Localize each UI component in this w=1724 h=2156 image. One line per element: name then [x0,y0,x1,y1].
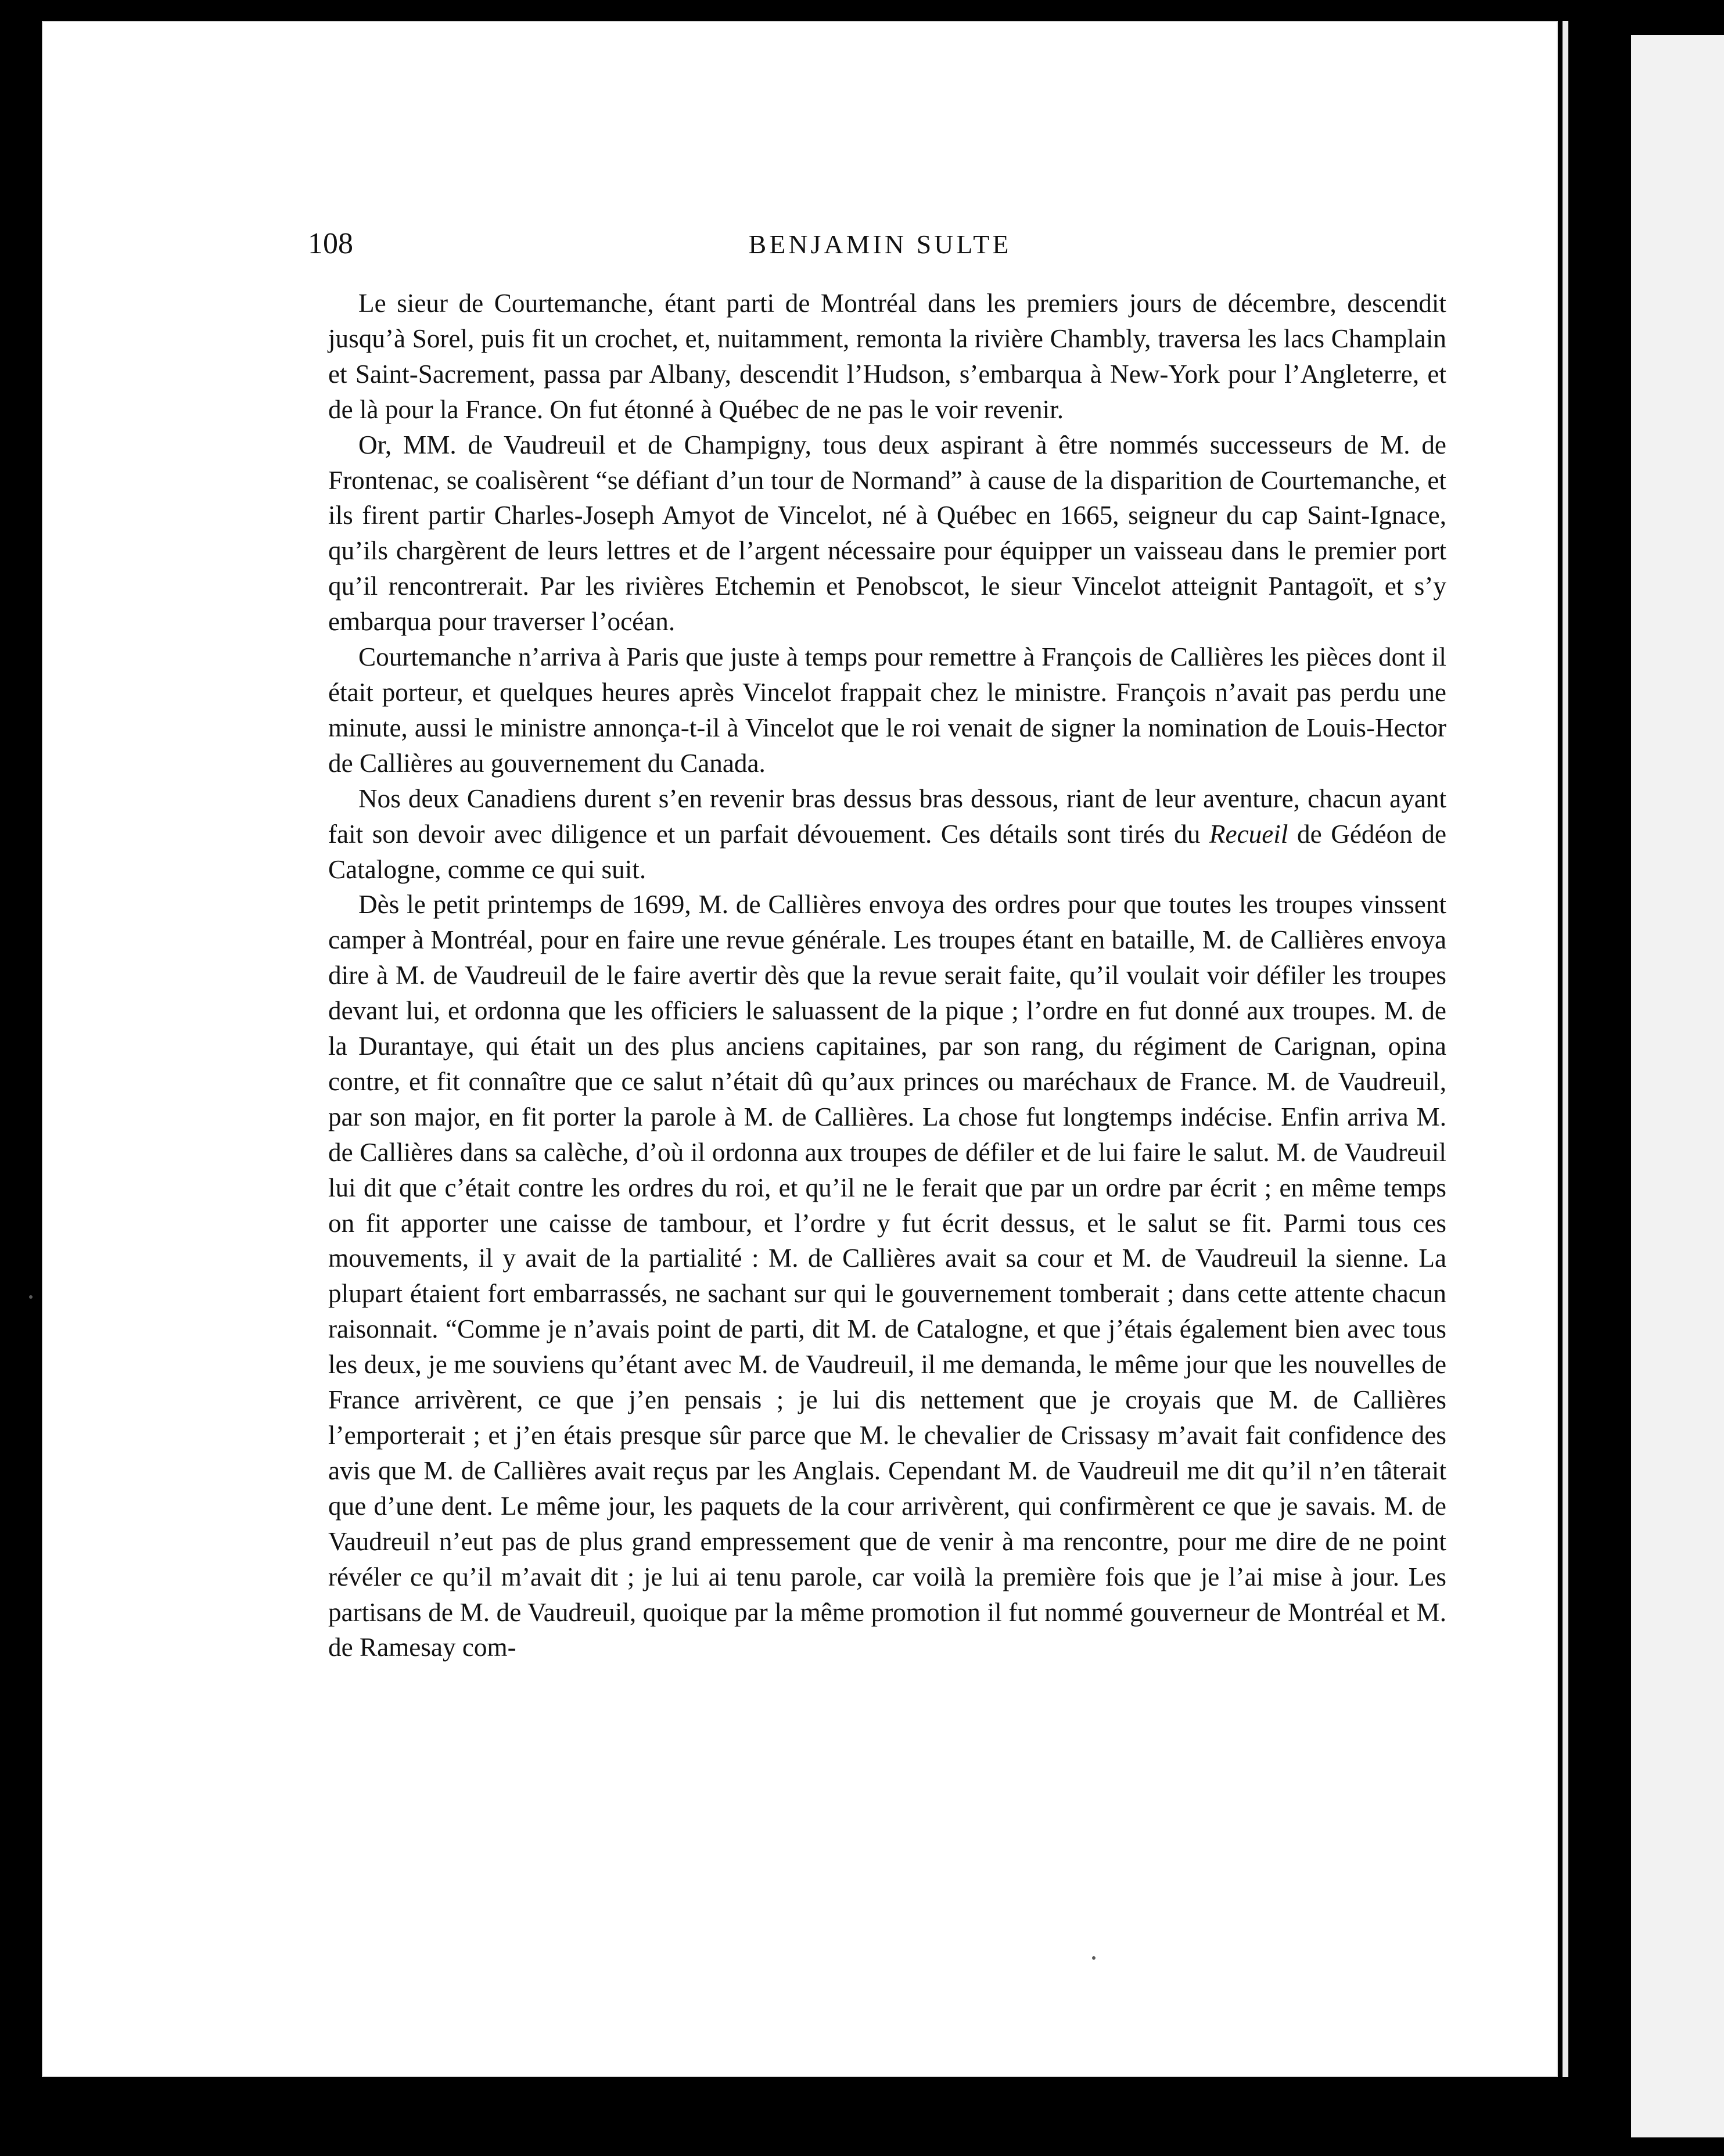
paragraph: Le sieur de Courtemanche, étant parti de Montréal dans les premiers jours de décembre, descendit jusqu’à Sorel, puis fit un crochet, et, nuitamment, remonta la rivière Chambly, traversa les lacs Champlain et Saint-Sacrement, passa par Albany, descendit l’Hudson, s’embarqua à New-York pour l’Angleterre, et de là pour la France. On fut étonné à Québec de ne pas le voir revenir. [328,289,1446,424]
paragraph: Dès le petit printemps de 1699, M. de Callières envoya des ordres pour que toutes les troupes vinssent camper à Montréal, pour en faire une revue générale. Les troupes étant en bataille, M. de Callières envoya dire à M. de Vaudreuil de le faire avertir dès que la revue serait faite, qu’il voulait voir défiler les troupes devant lui, et ordonna que les officiers le saluassent de la pique ; l’ordre en fut donné aux troupes. M. de la Durantaye, qui était un des plus anciens capitaines, par son rang, du régiment de Carignan, opina contre, et fit connaître que ce salut n’était dû qu’aux princes ou maréchaux de France. M. de Vaudreuil, par son major, en fit porter la parole à M. de Callières. La chose fut longtemps indécise. Enfin arriva M. de Callières dans sa calèche, d’où il ordonna aux troupes de défiler et de lui faire le salut. M. de Vaudreuil lui dit que c’était contre les ordres du roi, et qu’il ne le ferait que par un ordre par écrit ; en même temps on fit apporter une caisse de tambour, et l’ordre y fut écrit dessus, et le salut se fit. Parmi tous ces mouvements, il y avait de la partialité : M. de Callières avait sa cour et M. de Vaudreuil la sienne. La plupart étaient fort embarrassés, ne sachant sur qui le gouvernement tomberait ; dans cette attente chacun raisonnait. “Comme je n’avais point de parti, dit M. de Catalogne, et que j’étais également bien avec tous les deux, je me souviens qu’étant avec M. de Vaudreuil, il me demanda, le même jour que les nouvelles de France arrivèrent, ce que j’en pensais ; je lui dis nettement que je croyais que M. de Callières l’emporterait ; et j’en étais presque sûr parce que M. le chevalier de Crissasy m’avait fait confidence des avis que M. de Callières avait reçus par les Anglais. Cependant M. de Vaudreuil me dit qu’il n’en tâterait que d’une dent. Le même jour, les paquets de la cour arrivèrent, qui confirmèrent ce que je savais. M. de Vaudreuil n’eut pas de plus grand empressement que de venir à ma rencontre, pour me dire de ne point révéler ce qu’il m’avait dit ; je lui ai tenu parole, car voilà la première fois que je l’ai mise à jour. Les partisans de M. de Vaudreuil, quoique par la même promotion il fut nommé gouverneur de Montréal et M. de Ramesay com- [328,890,1446,1662]
scan-dust-mark [1092,1956,1096,1960]
running-head: BENJAMIN SULTE [748,229,1012,259]
book-title: Recueil [1209,819,1288,849]
page-number: 108 [308,227,353,260]
body-text [328,286,1446,1665]
page-edge [1563,21,1568,2077]
adjacent-page-edge [1631,35,1724,2137]
paragraph: Courtemanche n’arriva à Paris que juste à temps pour remettre à François de Callières les pièces dont il était porteur, et quelques heures après Vincelot frappait chez le ministre. François n’avait pas perdu une minute, aussi le ministre annonça-t-il à Vincelot que le roi venait de signer la nomination de Louis-Hector de Callières au gouvernement du Canada. [328,642,1446,778]
paragraph: Or, MM. de Vaudreuil et de Champigny, tous deux aspirant à être nommés successeurs de M. de Frontenac, se coalisèrent “se défiant d’un tour de Normand” à cause de la disparition de Courtemanche, et ils firent partir Charles-Joseph Amyot de Vincelot, né à Québec en 1665, seigneur du cap Saint-Ignace, qu’ils chargèrent de leurs lettres et de l’argent nécessaire pour équipper un vaisseau dans le premier port qu’il rencontrerait. Par les rivières Etchemin et Penobscot, le sieur Vincelot atteignit Pantagoït, et s’y embarqua pour traverser l’océan. [328,430,1446,637]
paragraph: Nos deux Canadiens durent s’en revenir bras dessus bras dessous, riant de leur aventure, chacun ayant fait son devoir avec diligence et un parfait dévouement. Ces détails sont tirés du Recueil de Gédéon de Catalogne, comme ce qui suit. [328,784,1446,884]
page-header [308,227,1452,267]
scan-dust-mark [29,1295,33,1299]
